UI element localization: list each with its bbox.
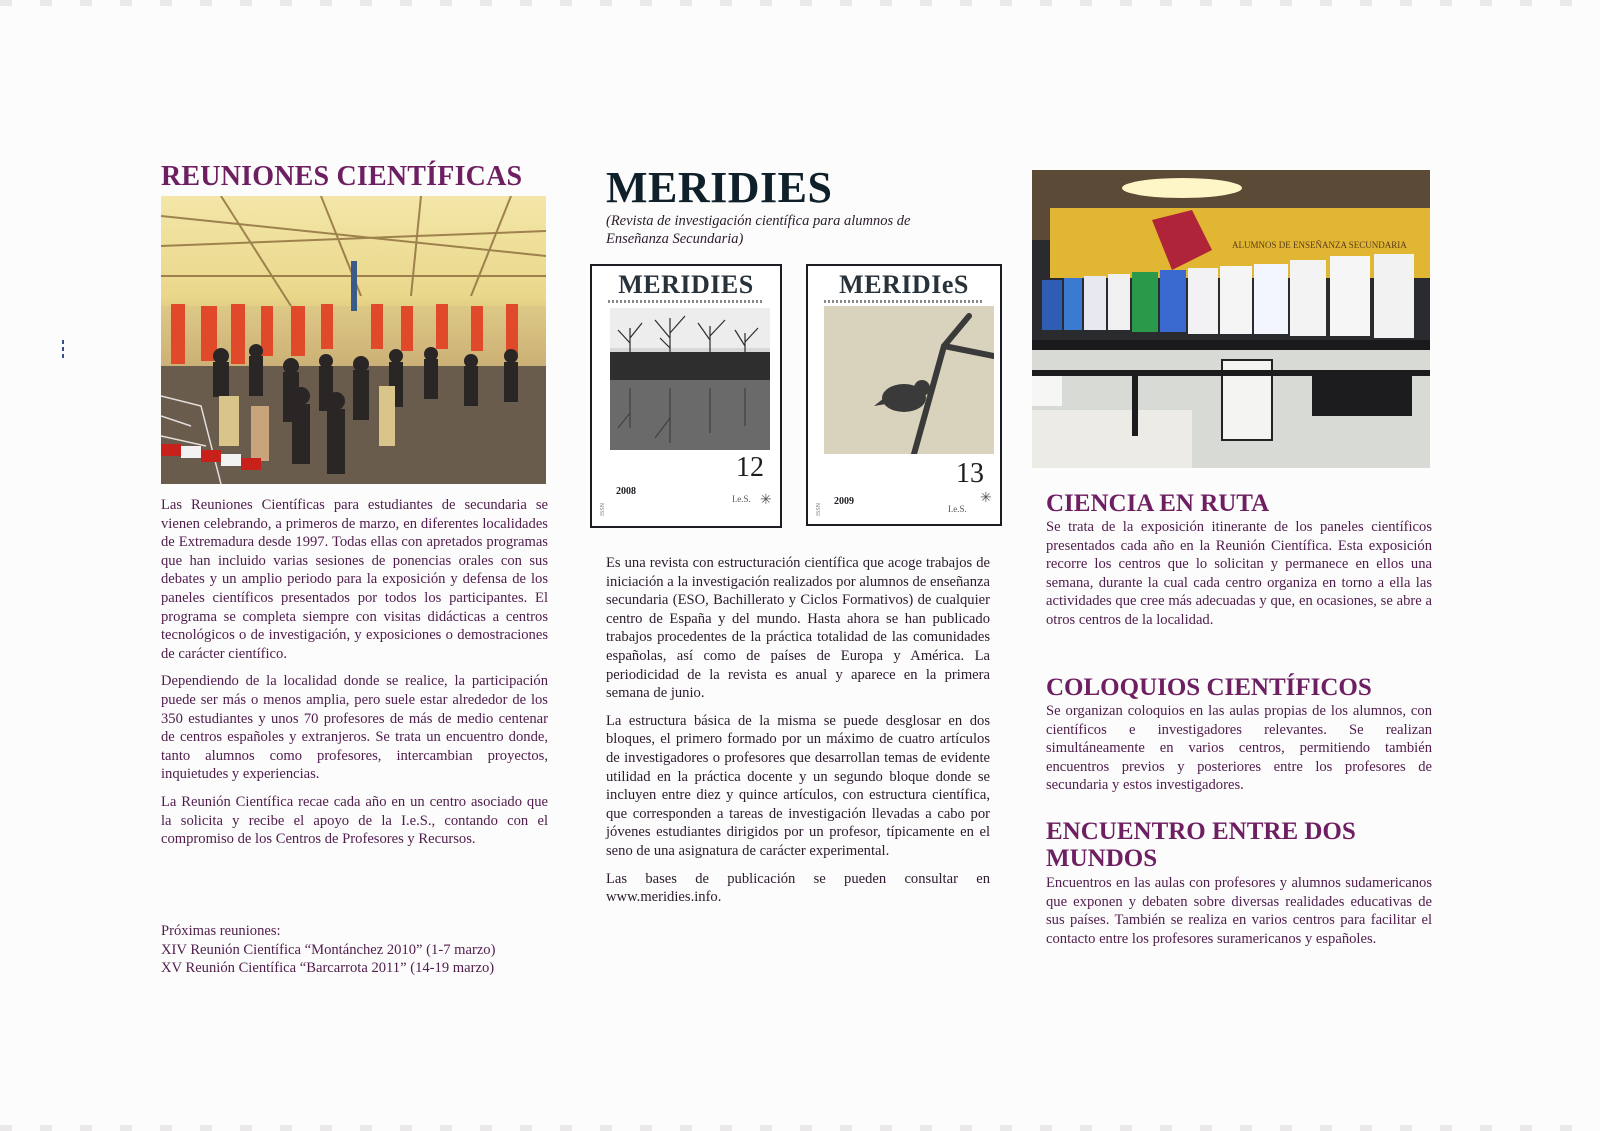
cover-title: MERIDIES — [618, 270, 754, 299]
cover-spine-text: ISSN — [600, 502, 606, 516]
reuniones-body — [161, 496, 548, 858]
banner-text: ALUMNOS DE ENSEÑANZA SECUNDARIA — [1232, 240, 1407, 250]
cover-year: 2008 — [616, 486, 636, 497]
magazine-cover-12 — [590, 264, 782, 528]
cover-year: 2009 — [834, 496, 854, 507]
cover-number: 13 — [956, 458, 984, 489]
meridies-title: MERIDIES — [606, 163, 833, 212]
bird-branch-image — [824, 306, 994, 454]
cover-spine-text: ISSN — [816, 502, 822, 516]
tree-reflection-image — [610, 308, 770, 450]
star-logo-icon: ✳ — [980, 491, 992, 506]
next-meeting-item: XIV Reunión Científica “Montánchez 2010” (1-7 marzo) — [161, 941, 496, 958]
reuniones-paragraph: La Reunión Científica recae cada año en un centro asociado que la solicita y recibe el apoyo de la I.e.S., contando con el compromiso de los Centros de Profesores y Recursos. — [161, 793, 548, 848]
cover-title: MERIDIeS — [839, 270, 969, 299]
cover-tagline — [608, 300, 764, 303]
coloquios-text: Se organizan coloquios en las aulas propias de los alumnos, con científicos e investigadores relevantes. Se realizan simultáneamente en varios centros, permitiendo también encuentros previos y posteriores entre los profesores de secundaria y estos investigadores. — [1046, 703, 1432, 794]
next-meetings-title: Próximas reuniones: — [161, 923, 281, 939]
scan-specks — [62, 340, 66, 360]
coloquios-heading: COLOQUIOS CIENTÍFICOS — [1046, 674, 1372, 701]
meridies-paragraph: Las bases de publicación se pueden consultar en www.meridies.info. — [606, 870, 990, 906]
cover-number: 12 — [736, 452, 764, 483]
magazine-cover-13 — [806, 264, 1002, 526]
science-panels-photo — [1032, 170, 1430, 468]
meridies-subtitle: (Revista de investigación científica para alumnos de Enseñanza Secundaria) — [606, 213, 911, 247]
meridies-paragraph: Es una revista con estructuración científica que acoge trabajos de iniciación a la investigación realizados por alumnos de enseñanza secundaria (ESO, Bachillerato y Ciclos Formativos) de cualquier centro de España y del mundo. Hasta ahora se han publicado trabajos procedentes de la práctica totalidad de las comunidades españolas, así como de países de Europa y América. La periodicidad de la revista es anual y aparece en la primera semana de junio. — [606, 555, 990, 702]
reuniones-paragraph: Las Reuniones Científicas para estudiantes de secundaria se vienen celebrando, a primeros de marzo, en diferentes localidades de Extremadura desde 1997. Todas ellas con apretados programas que han incluido varias sesiones de ponencias orales con sus debates y un amplio periodo para la exposición y defensa de los paneles científicos presentados por todos los participantes. El programa se completa siempre con visitas didácticas a centros tecnológicos o de investigación, y exposiciones o demostraciones de carácter científico. — [161, 497, 548, 662]
next-meeting-item: XV Reunión Científica “Barcarrota 2011” (14-19 marzo) — [161, 960, 495, 977]
ciencia-en-ruta-heading: CIENCIA EN RUTA — [1046, 490, 1270, 517]
meridies-body — [606, 554, 990, 916]
reuniones-paragraph: Dependiendo de la localidad donde se realice, la participación puede ser más o menos amplia, pero suele estar alrededor de los 350 estudiantes y unos 70 profesores de más de medio centenar de centros españoles y extranjeros. Se trata un encuentro donde, tanto alumnos como profesores, intercambian proyectos, inquietudes y experiencias. — [161, 673, 548, 783]
scan-edge-bottom — [0, 1125, 1600, 1131]
meridies-paragraph: La estructura básica de la misma se puede desglosar en dos bloques, el primero formado por un máximo de cuatro artículos de investigadores o profesores que desarrollan temas de evidente utilidad en la práctica docente y un segundo bloque donde se incluyen entre diez y quince artículos, con estructura científica, que corresponden a tareas de investigación llevadas a cabo por jóvenes estudiantes dirigidos por un profesor, típicamente en el seno de una asignatura de carácter experimental. — [606, 712, 990, 859]
ies-logo: I.e.S. — [948, 504, 967, 514]
ies-logo: I.e.S. — [732, 494, 751, 504]
cover-tagline — [824, 300, 984, 303]
encuentro-text: Encuentros en las aulas con profesores y alumnos sudamericanos que exponen y debaten sobre diversas realidades educativas de sus países. También se realiza en varios centros para facilitar el contacto entre los profesores suramericanos y españoles. — [1046, 875, 1432, 947]
reuniones-heading: REUNIONES CIENTÍFICAS — [161, 161, 523, 192]
ciencia-en-ruta-text: Se trata de la exposición itinerante de los paneles científicos presentados cada año en la Reunión Científica. Esta exposición recorre los centros que lo solicitan y permanece en ellos una semana, durante la cual cada centro organiza en torno a ella las actividades que cree más adecuadas y que, en ocasiones, se abre a otros centros de la localidad. — [1046, 519, 1432, 628]
next-meetings — [161, 922, 548, 978]
star-logo-icon: ✳ — [760, 493, 772, 508]
exhibition-hall-photo — [161, 196, 546, 484]
encuentro-heading: ENCUENTRO ENTRE DOS MUNDOS — [1046, 818, 1356, 872]
scan-edge-top — [0, 0, 1600, 6]
